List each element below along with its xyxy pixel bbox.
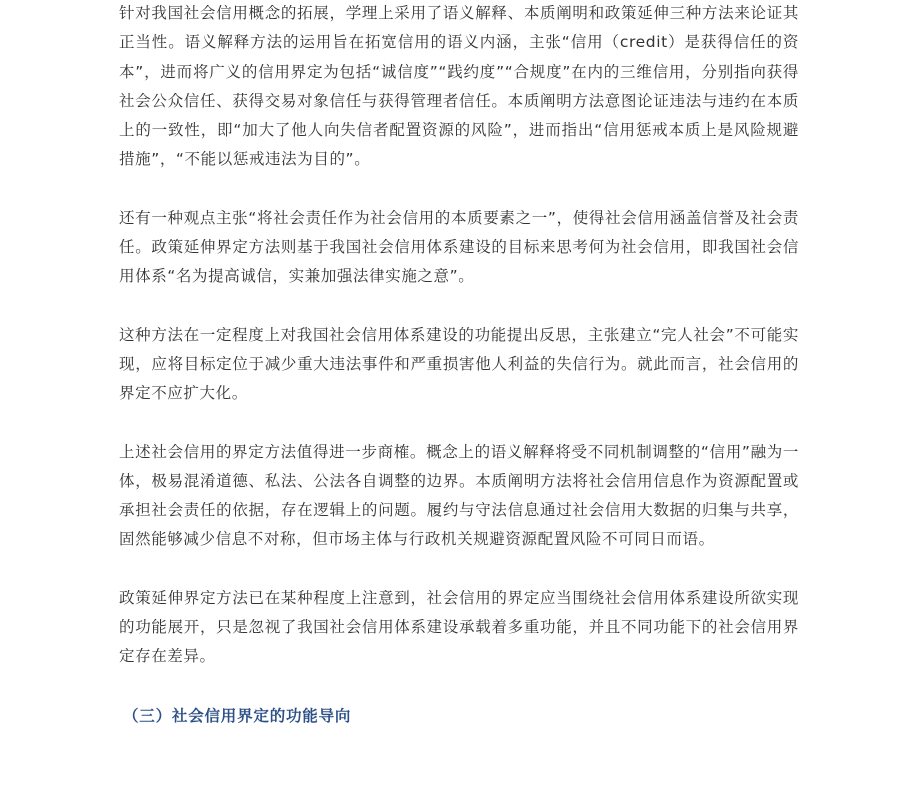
article-body (119, 0, 799, 731)
paragraph-method-critique: 上述社会信用的界定方法值得进一步商榷。概念上的语义解释将受不同机制调整的“信用”融为一体，极易混淆道德、私法、公法各自调整的边界。本质阐明方法将社会信用信息作为资源配置或承担社会责任的依据，存在逻辑上的问题。履约与守法信息通过社会信用大数据的归集与共享，固然能够减少信息不对称，但市场主体与行政机关规避资源配置风险不可同日而语。 (119, 442, 799, 549)
paragraph-social-responsibility: 还有一种观点主张“将社会责任作为社会信用的本质要素之一”，使得社会信用涵盖信誉及社会责任。政策延伸界定方法则基于我国社会信用体系建设的目标来思考何为社会信用，即我国社会信用体系“名为提高诚信，实兼加强法律实施之意”。 (119, 208, 799, 286)
paragraph-method-reflection: 这种方法在一定程度上对我国社会信用体系建设的功能提出反思，主张建立“完人社会”不可能实现，应将目标定位于减少重大违法事件和严重损害他人利益的失信行为。就此而言，社会信用的界定不应扩大化。 (119, 325, 799, 403)
section-heading: （三）社会信用界定的功能导向 (123, 706, 352, 725)
paragraph-policy-extension: 政策延伸界定方法已在某种程度上注意到，社会信用的界定应当围绕社会信用体系建设所欲实现的功能展开，只是忽视了我国社会信用体系建设承载着多重功能，并且不同功能下的社会信用界定存在差异。 (119, 588, 799, 666)
paragraph-concept-expansion: 针对我国社会信用概念的拓展，学理上采用了语义解释、本质阐明和政策延伸三种方法来论证其正当性。语义解释方法的运用旨在拓宽信用的语义内涵，主张“信用（credit）是获得信任的资本”，进而将广义的信用界定为包括“诚信度”“践约度”“合规度”在内的三维信用，分别指向获得社会公众信任、获得交易对象信任与获得管理者信任。本质阐明方法意图论证违法与违约在本质上的一致性，即“加大了他人向失信者配置资源的风险”，进而指出“信用惩戒本质上是风险规避措施”，“不能以惩戒违法为目的”。 (119, 4, 799, 169)
